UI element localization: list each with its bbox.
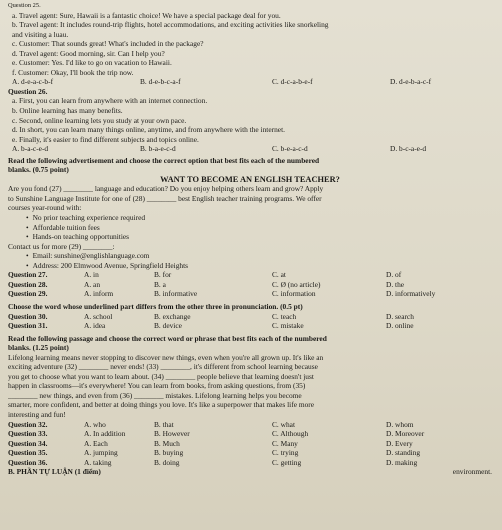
q29-label: Question 29. [8,289,48,299]
ad-line-2: to Sunshine Language Institute for one of (28) ________ best English teacher training programs. We offer [8,193,322,203]
q32-row [8,420,492,430]
q32-option-a[interactable]: A. who [84,419,106,429]
q35-option-c[interactable]: C. trying [272,448,299,458]
q35-label: Question 35. [8,448,48,458]
q25-option-a[interactable]: A. d-e-a-c-b-f [12,77,54,87]
q33-option-d[interactable]: D. Moreover [386,429,425,439]
q33-option-b[interactable]: B. However [154,429,190,439]
q30-option-c[interactable]: C. teach [272,311,297,321]
instruction-passage: Read the following passage and choose the correct word or phrase that best fits each of the numbered [8,333,327,343]
q27-row [8,270,492,280]
passage-line-4: happen in classrooms—it's everywhere! You can learn from books, from asking questions, from (35) [8,381,306,391]
instruction-ad: Read the following advertisement and choose the correct option that best fits each of the numbered [8,155,320,165]
dialogue-line-d: d. Travel agent: Good morning, sir. Can I help you? [12,48,165,58]
q28-option-b[interactable]: B. a [154,279,166,289]
passage-line-7: interesting and fun! [8,409,66,419]
q34-label: Question 34. [8,438,48,448]
q35-option-b[interactable]: B. buying [154,448,184,458]
q25-option-d[interactable]: D. d-e-b-a-c-f [390,77,432,87]
q26-option-b[interactable]: B. b-a-e-c-d [140,144,176,154]
q34-option-b[interactable]: B. Much [154,438,180,448]
q27-option-b[interactable]: B. for [154,270,172,280]
q26-option-a[interactable]: A. b-a-c-e-d [12,144,49,154]
q29-row [8,289,492,299]
q28-option-a[interactable]: A. an [84,279,101,289]
ad-title: WANT TO BECOME AN ENGLISH TEACHER? [160,174,340,184]
q31-option-d[interactable]: D. online [386,321,414,331]
passage-line-1: Lifelong learning means never stopping to discover new things, even when you're all grown up. It's like an [8,352,324,362]
para-line-d: d. In short, you can learn many things online, anytime, and from anywhere with the internet. [12,125,285,135]
q25-option-b[interactable]: B. d-e-b-c-a-f [140,77,181,87]
ad-line-1: Are you fond (27) ________ language and education? Do you enjoy helping others learn and grow? Apply [8,184,324,194]
q30-row [8,312,492,322]
q34-row [8,439,492,449]
q33-label: Question 33. [8,429,48,439]
ad-email: • Email: sunshine@englishlanguage.com [8,251,492,261]
q26-option-c[interactable]: C. b-e-a-c-d [272,144,308,154]
q26-options [8,144,492,154]
para-line-b: b. Online learning has many benefits. [12,106,123,116]
passage-line-5: ________ new things, and even from (36) ________ mistakes. Lifelong learning helps you become [8,390,302,400]
q28-row [8,280,492,290]
ad-bullet-2: • Affordable tuition fees [8,223,492,233]
passage-line-3: you get to choose what you want to learn about. (34) ________ people believe that learning doesn't just [8,371,314,381]
q31-option-b[interactable]: B. device [154,321,182,331]
q28-option-d[interactable]: D. the [386,279,405,289]
q31-option-a[interactable]: A. idea [84,321,106,331]
q29-option-d[interactable]: D. informatively [386,289,436,299]
q36-option-b[interactable]: B. doing [154,457,180,467]
q27-option-d[interactable]: D. of [386,270,402,280]
q35-option-d[interactable]: D. standing [386,448,421,458]
q33-option-c[interactable]: C. Although [272,429,309,439]
q29-option-b[interactable]: B. informative [154,289,198,299]
q28-option-c[interactable]: C. Ø (no article) [272,279,321,289]
essay-section-heading: B. PHẦN TỰ LUẬN (1 điểm) [8,467,101,477]
dialogue-line-c: c. Customer: That sounds great! What's included in the package? [12,39,204,49]
para-line-c: c. Second, online learning lets you study at your own pace. [12,115,187,125]
footer-trailing-text: environment. [452,467,492,477]
passage-line-2: exciting adventure (32) ________ never ends! (33) ________, it's different from school learning because [8,362,318,372]
q27-option-a[interactable]: A. in [84,270,99,280]
q29-option-c[interactable]: C. information [272,289,316,299]
ad-line-3: courses year-round with: [8,203,82,213]
q32-option-d[interactable]: D. whom [386,419,414,429]
q32-option-c[interactable]: C. what [272,419,295,429]
dialogue-line-b-cont: and visiting a luau. [12,29,69,39]
q26-option-d[interactable]: D. b-c-a-e-d [390,144,427,154]
q27-option-c[interactable]: C. at [272,270,286,280]
q36-label: Question 36. [8,457,48,467]
q27-label: Question 27. [8,270,48,280]
q36-option-a[interactable]: A. taking [84,457,112,467]
q31-option-c[interactable]: C. mistake [272,321,304,331]
dialogue-line-b: b. Travel agent: It includes round-trip flights, hotel accommodations, and exciting activities like snorkeling [12,20,329,30]
dialogue-line-a: a. Travel agent: Sure, Hawaii is a fantastic choice! We have a special package deal for you. [12,10,281,20]
q32-option-b[interactable]: B. that [154,419,174,429]
instruction-passage-points: blanks. (1.25 point) [8,343,69,353]
passage-line-6: smarter, more confident, and better at doing things you love. It's like a superpower that makes life more [8,400,315,410]
q30-option-a[interactable]: A. school [84,311,113,321]
instruction-ad-points: blanks. (0.75 point) [8,165,69,175]
dialogue-line-e: e. Customer: Yes. I'd like to go on vacation to Hawaii. [12,58,172,68]
q36-option-d[interactable]: D. making [386,457,418,467]
q31-row [8,321,492,331]
ad-address: • Address: 200 Elmwood Avenue, Springfield Heights [8,261,492,271]
q29-option-a[interactable]: A. inform [84,289,114,299]
q30-label: Question 30. [8,311,48,321]
section-heading: Question 25. [8,2,41,9]
q35-row [8,448,492,458]
q33-option-a[interactable]: A. In addition [84,429,126,439]
q31-label: Question 31. [8,321,48,331]
ad-contact: Contact us for more (29) ________: [8,241,115,251]
q25-option-c[interactable]: C. d-c-a-b-e-f [272,77,313,87]
q30-option-d[interactable]: D. search [386,311,414,321]
ad-bullet-3: • Hands-on teaching opportunities [8,232,492,242]
instruction-pronunciation: Choose the word whose underlined part differs from the other three in pronunciation. (0.5 pt) [8,301,303,311]
q36-row [8,458,492,468]
para-line-e: e. Finally, it's easier to find different subjects and topics online. [12,134,199,144]
q28-label: Question 28. [8,279,48,289]
q34-option-c[interactable]: C. Many [272,438,298,448]
footer-row [8,467,492,477]
q34-option-a[interactable]: A. Each [84,438,108,448]
q30-option-b[interactable]: B. exchange [154,311,191,321]
q36-option-c[interactable]: C. getting [272,457,302,467]
para-line-a: a. First, you can learn from anywhere with an internet connection. [12,96,208,106]
q25-options [8,77,492,87]
q26-heading: Question 26. [8,86,48,96]
dialogue-line-f: f. Customer: Okay, I'll book the trip now. [12,67,134,77]
q33-row [8,429,492,439]
q32-label: Question 32. [8,419,48,429]
q34-option-d[interactable]: D. Every [386,438,413,448]
ad-bullet-1: • No prior teaching experience required [8,213,492,223]
q35-option-a[interactable]: A. jumping [84,448,118,458]
